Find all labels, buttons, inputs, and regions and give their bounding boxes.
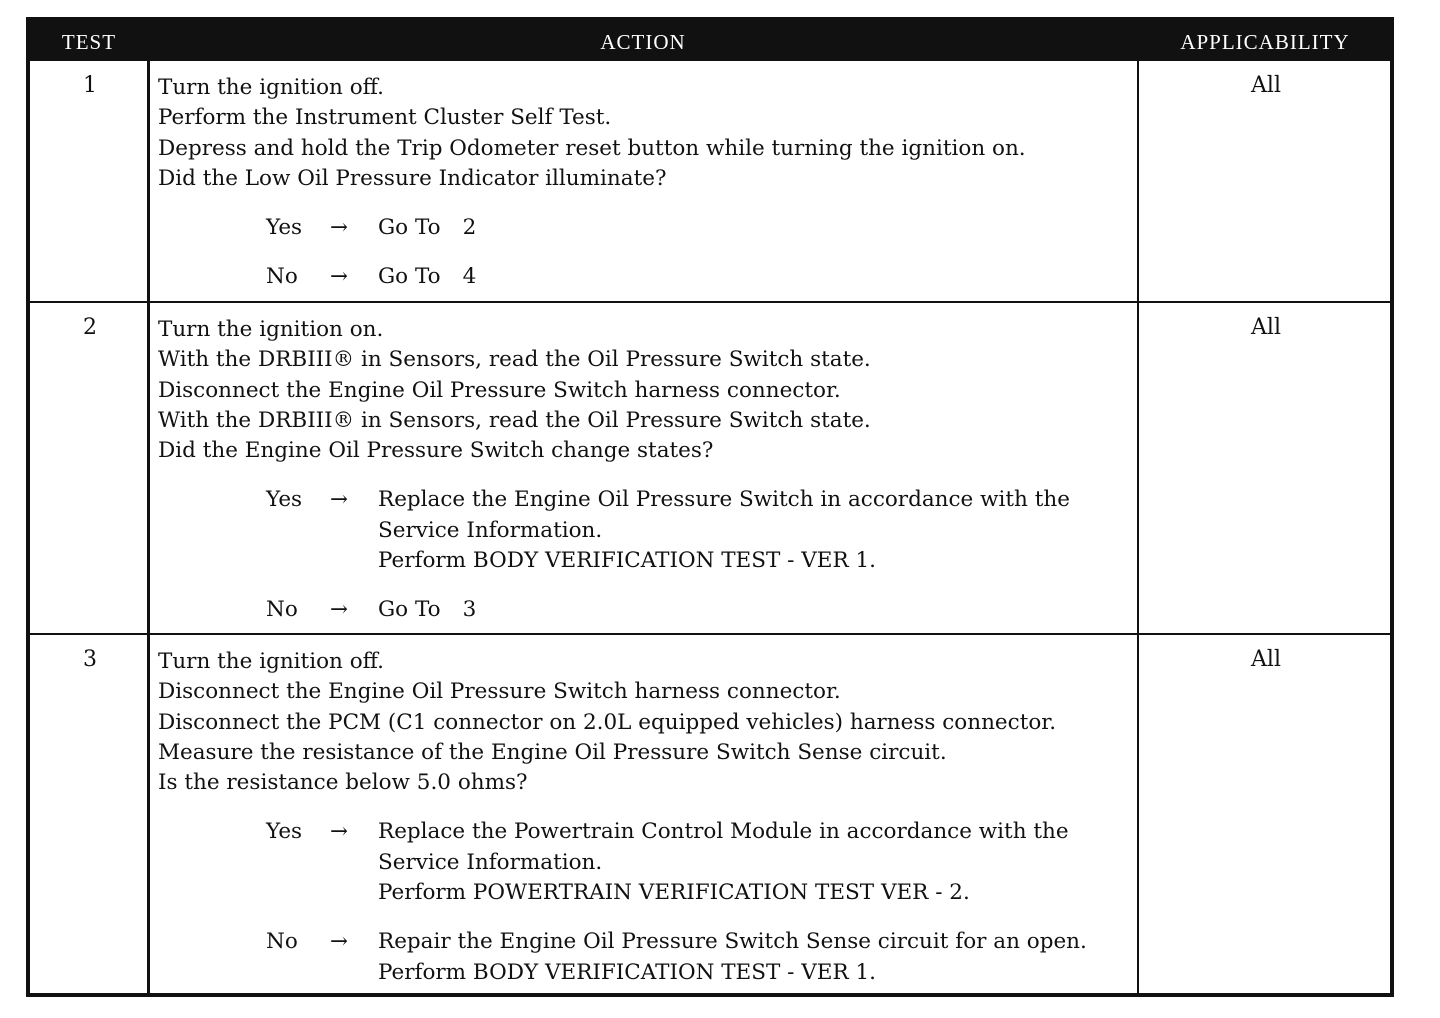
goto-number: 3: [462, 597, 477, 623]
goto-label: Go To: [378, 264, 441, 290]
no-label: No: [266, 597, 298, 623]
goto-label: Go To: [378, 597, 441, 623]
action-step: Disconnect the Engine Oil Pressure Switch harness connector.: [158, 679, 841, 705]
result-line: Repair the Engine Oil Pressure Switch Sense circuit for an open.: [378, 929, 1087, 955]
yes-result: [158, 817, 1134, 908]
right-arrow-icon: →: [330, 264, 349, 290]
right-arrow-icon: →: [330, 819, 349, 845]
right-arrow-icon: →: [330, 487, 349, 513]
action-step: Depress and hold the Trip Odometer reset button while turning the ignition on.: [158, 135, 1026, 161]
no-label: No: [266, 264, 298, 290]
action-cell: [158, 315, 1134, 626]
applicability-value: All: [1251, 647, 1281, 672]
result-line: Service Information.: [378, 517, 603, 543]
test-number: 3: [83, 647, 97, 672]
goto-label: Go To: [378, 215, 441, 241]
diagnostic-table: [26, 17, 1394, 997]
action-step: With the DRBIII® in Sensors, read the Oil Pressure Switch state.: [158, 407, 871, 433]
right-arrow-icon: →: [330, 215, 349, 241]
table-row: [30, 303, 1390, 635]
right-arrow-icon: →: [330, 597, 349, 623]
action-cell: [158, 73, 1134, 293]
table-row: [30, 635, 1390, 997]
action-step: Turn the ignition off.: [158, 75, 384, 100]
yes-label: Yes: [266, 487, 303, 513]
action-step: Turn the ignition off.: [158, 649, 384, 674]
applicability-value: All: [1251, 73, 1281, 98]
action-step: Perform the Instrument Cluster Self Test.: [158, 105, 612, 131]
right-arrow-icon: →: [330, 929, 349, 955]
action-step: Measure the resistance of the Engine Oil Pressure Switch Sense circuit.: [158, 739, 947, 765]
action-step: Disconnect the Engine Oil Pressure Switch harness connector.: [158, 377, 841, 403]
table-row: [30, 61, 1390, 303]
action-step: Disconnect the PCM (C1 connector on 2.0L equipped vehicles) harness connector.: [158, 709, 1057, 735]
header-test: TEST: [61, 30, 117, 54]
action-step: Did the Low Oil Pressure Indicator illuminate?: [158, 165, 667, 191]
result-line: Replace the Powertrain Control Module in accordance with the: [378, 819, 1069, 845]
no-result: [158, 927, 1134, 988]
test-number: 2: [83, 315, 97, 340]
column-divider: [1137, 61, 1139, 993]
test-number: 1: [83, 73, 97, 98]
yes-label: Yes: [266, 819, 303, 845]
yes-result: [158, 213, 1134, 243]
result-line: Perform BODY VERIFICATION TEST - VER 1.: [378, 959, 877, 985]
action-step: Did the Engine Oil Pressure Switch change states?: [158, 438, 714, 464]
goto-number: 2: [462, 215, 477, 241]
action-step: Turn the ignition on.: [158, 317, 384, 342]
no-result: [158, 262, 1134, 292]
result-line: Perform POWERTRAIN VERIFICATION TEST VER - 2.: [378, 880, 970, 906]
action-step: With the DRBIII® in Sensors, read the Oil Pressure Switch state.: [158, 347, 871, 373]
no-label: No: [266, 929, 298, 955]
yes-label: Yes: [266, 215, 303, 241]
yes-result: [158, 485, 1134, 576]
result-line: Service Information.: [378, 849, 603, 875]
header-action: ACTION: [600, 30, 686, 54]
result-line: Perform BODY VERIFICATION TEST - VER 1.: [378, 548, 877, 574]
action-step: Is the resistance below 5.0 ohms?: [158, 770, 528, 796]
column-divider: [147, 61, 150, 993]
action-cell: [158, 647, 1134, 988]
goto-number: 4: [462, 264, 477, 290]
no-result: [158, 595, 1134, 625]
table-header: [30, 21, 1390, 61]
result-line: Replace the Engine Oil Pressure Switch in accordance with the: [378, 487, 1070, 513]
applicability-value: All: [1251, 315, 1281, 340]
header-applicability: APPLICABILITY: [1180, 30, 1350, 54]
